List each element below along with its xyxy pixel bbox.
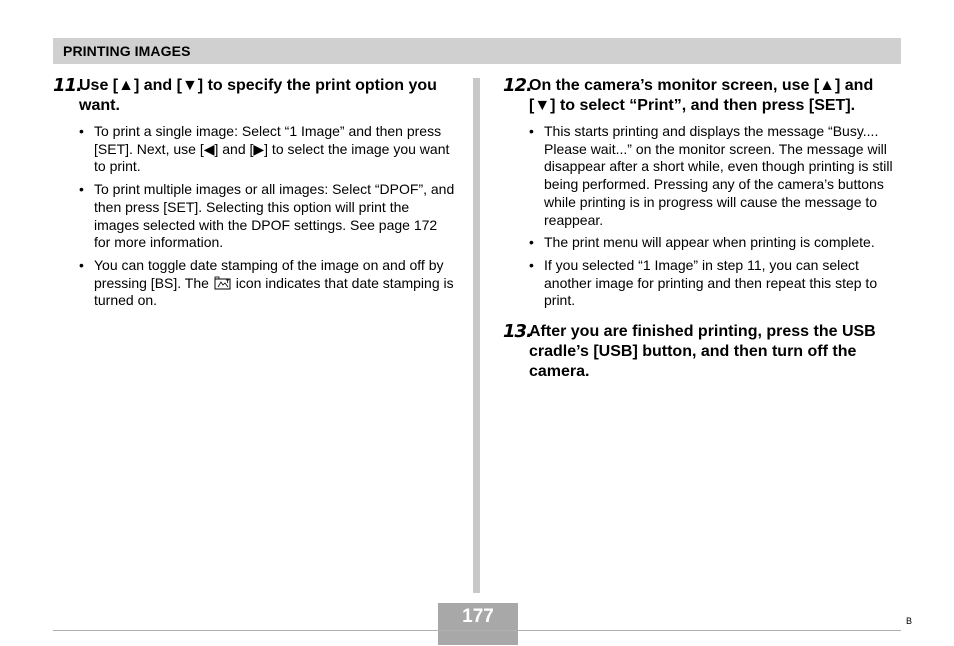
list-item — [529, 123, 901, 229]
step-title: After you are finished printing, press the USB cradle’s [USB] button, and then turn off the camera. — [529, 323, 876, 381]
bullet-marker: • — [79, 256, 84, 273]
step-title: On the camera’s monitor screen, use [▲] and [▼] to select “Print”, and then press [SET]. — [529, 77, 874, 114]
section-title: PRINTING IMAGES — [63, 43, 191, 59]
step-number: 11. — [53, 75, 82, 96]
date-stamp-icon — [214, 276, 231, 290]
step-number: 12. — [503, 75, 532, 96]
bullet-text: This starts printing and displays the message “Busy.... Please wait...” on the monitor screen. The message will disappear after a short while, even though printing is still being performed. Pressing any of the camera’s buttons while printing is in progress will cause the message to reappear. — [544, 123, 893, 228]
list-item — [79, 257, 455, 310]
bullet-text: You can toggle date stamping of the image on and off by pressing [BS]. The — [94, 256, 444, 291]
step-title: Use [▲] and [▼] to specify the print option you want. — [79, 77, 437, 114]
list-item — [79, 181, 455, 252]
bullet-text: To print a single image: Select “1 Image” and then press [SET]. Next, use [◀] and [▶] to select the image you want to print. — [94, 123, 450, 175]
left-column — [53, 76, 455, 315]
bullet-marker: • — [79, 123, 84, 139]
bullet-list — [529, 123, 901, 310]
bullet-text-continued: icon indicates that date stamping is turned on. — [94, 274, 454, 309]
bullet-text: The print menu will appear when printing is complete. — [544, 234, 875, 251]
list-item — [79, 123, 455, 176]
bullet-marker: • — [79, 181, 84, 198]
bullet-marker: • — [529, 123, 534, 139]
bullet-list — [79, 123, 455, 310]
step-11 — [53, 76, 455, 310]
step-12 — [503, 76, 901, 310]
column-divider — [473, 78, 480, 593]
step-number: 13. — [503, 321, 532, 343]
bullet-text: To print multiple images or all images: Select “DPOF”, and then press [SET]. Selecting this option will print the images selected with the DPOF settings. See page 172 for more information. — [94, 181, 455, 251]
list-item — [529, 234, 901, 252]
page-letter: B — [906, 616, 913, 626]
bullet-marker: • — [529, 234, 534, 251]
list-item — [529, 257, 901, 310]
page-number: 177 — [462, 606, 494, 627]
bullet-marker: • — [529, 256, 534, 273]
right-column — [503, 76, 901, 382]
footer-rule — [53, 630, 901, 631]
bullet-text: If you selected “1 Image” in step 11, you can select another image for printing and then repeat this step to print. — [544, 256, 878, 309]
step-13 — [503, 322, 901, 382]
section-header — [53, 38, 901, 64]
